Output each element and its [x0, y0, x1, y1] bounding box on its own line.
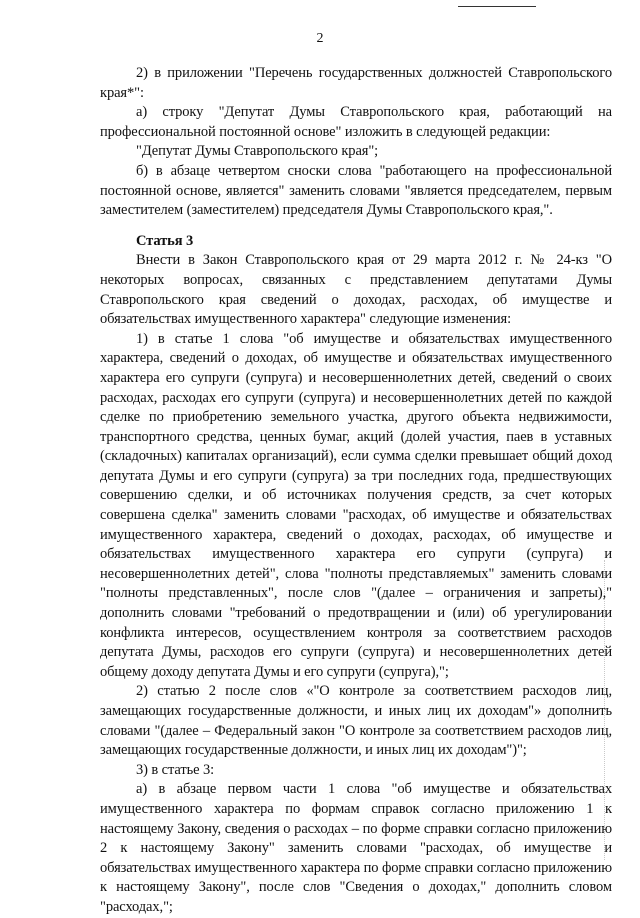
paragraph: 2) в приложении "Перечень государственных должностей Ставропольского края*":: [100, 65, 612, 101]
paragraph: а) в абзаце первом части 1 слова "об имуществе и обязательствах имущественного характера по формам справок согласно приложению 1 к настоящему Закону, сведения о расходах – по форме справки согласно приложению 2 к настоящему Закону" заменить словами "расходах, об имуществе и обязательствах имущественного характера по форме справки согласно приложению к настоящему Закону", после слов "Сведения о доходах," дополнить словом "расходах,";: [100, 781, 612, 915]
paragraph: 3) в статье 3:: [136, 761, 215, 778]
paragraph: б) в абзаце четвертом сноски слова "работающего на профессиональной постоянной основе, является" заменить словами "является председателем, первым заместителем (заместителем) председателя Думы Ставропольского края,".: [100, 162, 612, 219]
paragraph: а) строку "Депутат Думы Ставропольского края, работающий на профессиональной постоянной основе" изложить в следующей редакции:: [100, 104, 612, 140]
paragraph: 1) в статье 1 слова "об имуществе и обязательствах имущественного характера, сведений о доходах, об имуществе и обязательствах имущественного характера его супруги (супруга) и несовершеннолетних детей, сведений о своих расходах, расходах его супруги (супруга) и несовершеннолетних детей по каждой сделке по приобретению земельного участка, другого объекта недвижимости, транспортного средства, ценных бумаг, акций (долей участия, паев в уставных (складочных) капиталах организаций), если сумма сделки превышает общий доход депутата Думы и его супруги (супруга) за три последних года, предшествующих совершению сделки, и об источниках получения средств, за счет которых совершена сделка" заменить словами "расходах, об имуществе и обязательствах имущественного характера, сведений о доходах, расходах, об имуществе и обязательствах имущественного характера его супруги (супруга) и несовершеннолетних детей", слова "полноты представляемых" заменить словами "полноты представленных", после слов "(далее – ограничения и запреты)," дополнить словами "требований о предотвращении и (или) об урегулировании конфликта интересов, осуществлением контроля за соответствием расходов депутата Думы, расходов его супруги (супруга) и несовершеннолетних детей общему доходу депутата Думы и его супруги (супруга),";: [100, 330, 612, 680]
page-number: 2: [316, 31, 324, 46]
header-rule: [458, 6, 536, 7]
document-body: [100, 64, 612, 918]
paragraph: Внести в Закон Ставропольского края от 29 марта 2012 г. № 24-кз "О некоторых вопросах, связанных с представлением депутатами Думы Ставропольского края сведений о доходах, расходах, об имуществе и обязательствах имущественного характера" следующие изменения:: [100, 252, 612, 328]
paragraph: "Депутат Думы Ставропольского края";: [136, 143, 379, 160]
paragraph: 2) статью 2 после слов «"О контроле за соответствием расходов лиц, замещающих государственные должности, и иных лиц их доходам"» дополнить словами "(далее – Федеральный закон "О контроле за соответствием расходов лиц, замещающих государственные должности, и иных лиц их доходам")";: [100, 683, 612, 759]
article-heading: Статья 3: [136, 232, 194, 249]
